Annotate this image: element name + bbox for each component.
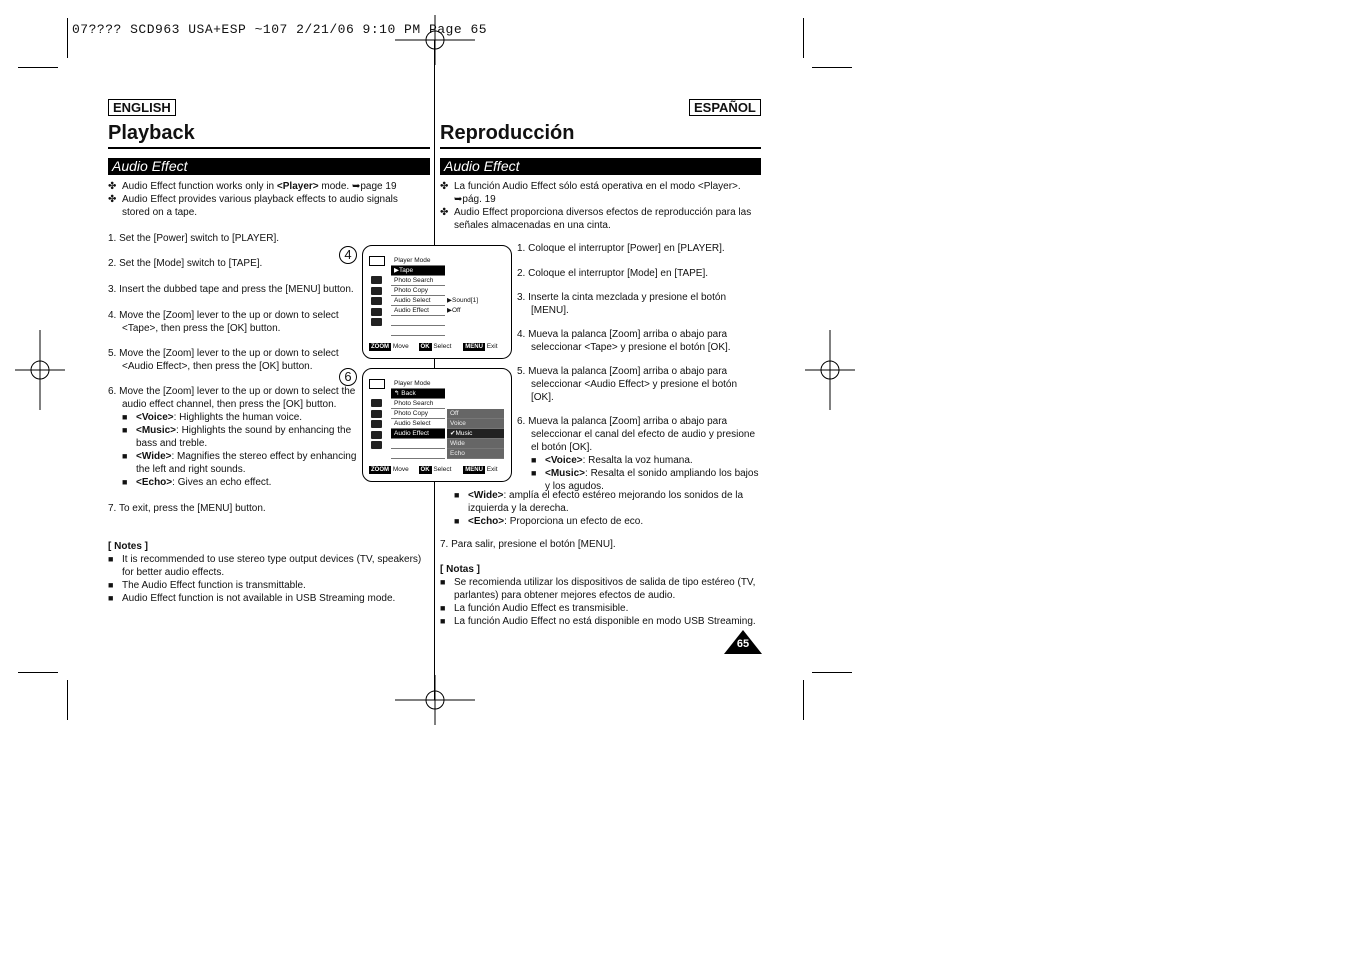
camera-icon xyxy=(371,287,382,295)
step-item: 6. Mueva la palanca [Zoom] arriba o abajo para seleccionar el canal del efecto de audio y presione el botón [OK]. xyxy=(517,416,756,453)
option-item[interactable]: Wide xyxy=(447,439,504,449)
settings-icon xyxy=(371,318,382,326)
intro-list-spanish xyxy=(440,180,755,232)
step-number-badge: 6 xyxy=(339,368,357,386)
tape-icon xyxy=(369,379,385,389)
side-value: ▶Sound[1] xyxy=(447,297,479,304)
language-label-spanish: ESPAÑOL xyxy=(689,99,761,116)
page-number: 65 xyxy=(736,638,750,650)
step-item: 7. To exit, press the [MENU] button. xyxy=(108,503,266,514)
menu-item-empty xyxy=(391,439,445,449)
tape-icon xyxy=(371,297,382,305)
notes-english xyxy=(108,540,428,605)
step-item: 3. Insert the dubbed tape and press the [MENU] button. xyxy=(108,284,354,295)
section-header-english: Audio Effect xyxy=(108,158,430,175)
print-header: 07???? SCD963 USA+ESP ~107 2/21/06 9:10 PM Page 65 xyxy=(72,22,488,37)
notes-title: [ Notas ] xyxy=(440,564,480,575)
intro-item: ✤ Audio Effect provides various playback effects to audio signals stored on a tape. xyxy=(108,194,398,218)
menu-side-values xyxy=(447,296,478,316)
note-item: ■ Audio Effect function is not available in USB Streaming mode. xyxy=(108,593,396,604)
note-item: ■ La función Audio Effect no está disponible en modo USB Streaming. xyxy=(440,616,756,627)
menu-item[interactable]: Photo Search xyxy=(391,399,445,409)
lcd-footer xyxy=(369,465,509,475)
lcd-screen-step4 xyxy=(362,245,512,359)
option-item[interactable]: Voice xyxy=(447,419,504,429)
menu-key: MENU xyxy=(465,344,483,350)
menu-item[interactable]: Audio Select xyxy=(391,419,445,429)
footer-label: Exit xyxy=(486,343,498,350)
option-item-selected[interactable]: ✔Music xyxy=(447,429,504,439)
note-item: ■ Se recomienda utilizar los dispositivos de salida de tipo estéreo (TV, parlantes) para obtener mejores efectos de audio. xyxy=(440,577,756,601)
zoom-key: ZOOM xyxy=(371,344,389,350)
footer-label: Select xyxy=(433,343,452,350)
menu-item-empty xyxy=(391,326,445,336)
step7-spanish: 7. Para salir, presione el botón [MENU]. xyxy=(440,539,616,550)
crop-mark xyxy=(812,672,852,673)
menu-item-audio-effect[interactable]: Audio Effect xyxy=(391,429,445,439)
menu-key: MENU xyxy=(465,467,483,473)
step-item: 4. Move the [Zoom] lever to the up or down to select <Tape>, then press the [OK] button. xyxy=(108,310,339,334)
steps-list-spanish xyxy=(517,242,759,493)
step-item: 4. Mueva la palanca [Zoom] arriba o abajo para seleccionar <Tape> y presione el botón [OK]. xyxy=(517,329,731,353)
step-item: 3. Inserte la cinta mezclada y presione el botón [MENU]. xyxy=(517,292,727,316)
note-item: ■ The Audio Effect function is transmittable. xyxy=(108,580,306,591)
effect-item: ■ <Music>: Highlights the sound by enhancing the bass and treble. xyxy=(122,425,352,449)
crop-mark xyxy=(803,18,804,58)
effects-list-english xyxy=(108,411,358,489)
footer-label: Exit xyxy=(486,466,498,473)
title-rule xyxy=(440,147,761,149)
option-item[interactable]: Echo xyxy=(447,449,504,459)
menu-list xyxy=(391,256,445,336)
crop-mark xyxy=(812,67,852,68)
lcd-screen-step6 xyxy=(362,368,512,482)
menu-title: Player Mode xyxy=(391,256,445,266)
settings-icon xyxy=(371,441,382,449)
crop-mark xyxy=(18,672,58,673)
zoom-key: ZOOM xyxy=(371,467,389,473)
ok-key: OK xyxy=(420,467,430,473)
footer-label: Move xyxy=(392,466,409,473)
audio-effect-options xyxy=(447,409,504,459)
step-item: 6. Move the [Zoom] lever to the up or down to select the audio effect channel, then press the [OK] button. xyxy=(108,386,356,410)
menu-item-empty xyxy=(391,449,445,459)
page-title-spanish: Reproducción xyxy=(440,122,575,144)
intro-item: ✤ Audio Effect function works only in <Player> mode. ➥page 19 xyxy=(108,181,397,192)
footer-label: Move xyxy=(392,343,409,350)
side-value: ▶Off xyxy=(447,307,461,314)
step-item: 1. Set the [Power] switch to [PLAYER]. xyxy=(108,233,280,244)
tape-icon xyxy=(371,420,382,428)
registration-target-icon xyxy=(800,330,860,410)
step-item: 5. Mueva la palanca [Zoom] arriba o abajo para seleccionar <Audio Effect> y presione el botón [OK]. xyxy=(517,366,738,403)
menu-icons xyxy=(371,399,382,452)
page-title-english: Playback xyxy=(108,122,195,144)
effect-item: ■ <Wide>: Magnifies the stereo effect by enhancing the left and right sounds. xyxy=(122,451,357,475)
step-item: 5. Move the [Zoom] lever to the up or down to select <Audio Effect>, then press the [OK] button. xyxy=(108,348,339,372)
ok-key: OK xyxy=(420,344,430,350)
menu-title: Player Mode xyxy=(391,379,445,389)
option-item[interactable]: Off xyxy=(447,409,504,419)
language-label-english: ENGLISH xyxy=(108,99,176,116)
crop-mark xyxy=(67,680,68,720)
photo-icon xyxy=(371,399,382,407)
intro-item: ✤ Audio Effect proporciona diversos efectos de reproducción para las señales almacenadas en una cinta. xyxy=(440,207,752,231)
menu-item-back[interactable]: ↰ Back xyxy=(391,389,445,399)
note-item: ■ La función Audio Effect es transmisible. xyxy=(440,603,629,614)
menu-item[interactable]: Photo Search xyxy=(391,276,445,286)
print-icon xyxy=(371,308,382,316)
notes-title: [ Notes ] xyxy=(108,541,148,552)
lcd-footer xyxy=(369,342,509,352)
registration-target-icon xyxy=(395,10,475,70)
step-item: 2. Set the [Mode] switch to [TAPE]. xyxy=(108,258,263,269)
section-header-spanish: Audio Effect xyxy=(440,158,761,175)
effect-item: ■ <Echo>: Proporciona un efecto de eco. xyxy=(454,516,644,527)
photo-icon xyxy=(371,276,382,284)
effects-list-spanish-a xyxy=(517,454,759,493)
effect-item: ■ <Voice>: Highlights the human voice. xyxy=(122,412,303,423)
menu-item[interactable]: Photo Copy xyxy=(391,409,445,419)
menu-item[interactable]: Audio Select xyxy=(391,296,445,306)
title-rule xyxy=(108,147,430,149)
menu-list xyxy=(391,379,445,459)
notes-spanish xyxy=(440,563,758,628)
intro-list-english xyxy=(108,180,428,219)
crop-mark xyxy=(803,680,804,720)
tape-icon xyxy=(369,256,385,266)
print-icon xyxy=(371,431,382,439)
step-item: 1. Coloque el interruptor [Power] en [PLAYER]. xyxy=(517,243,725,254)
step-item: 2. Coloque el interruptor [Mode] en [TAPE]. xyxy=(517,268,709,279)
footer-label: Select xyxy=(433,466,452,473)
step-number-badge: 4 xyxy=(339,246,357,264)
effect-item: ■ <Voice>: Resalta la voz humana. xyxy=(531,455,693,466)
menu-item[interactable]: Photo Copy xyxy=(391,286,445,296)
steps-list-english xyxy=(108,232,358,515)
effect-item: ■ <Wide>: amplía el efecto estéreo mejorando los sonidos de la izquierda y la derecha. xyxy=(454,490,744,514)
crop-mark xyxy=(67,18,68,58)
menu-item-tape[interactable]: ▶Tape xyxy=(391,266,445,276)
effect-item: ■ <Echo>: Gives an echo effect. xyxy=(122,477,272,488)
crop-mark xyxy=(18,67,58,68)
intro-item: ✤ La función Audio Effect sólo está operativa en el modo <Player>. ➥pág. 19 xyxy=(440,181,741,205)
menu-item[interactable]: Audio Effect xyxy=(391,306,445,316)
camera-icon xyxy=(371,410,382,418)
menu-item-empty xyxy=(391,316,445,326)
registration-target-icon xyxy=(10,330,70,410)
effects-list-spanish-b xyxy=(454,489,759,528)
effect-item: ■ <Music>: Resalta el sonido ampliando los bajos y los agudos. xyxy=(531,468,759,492)
menu-icons xyxy=(371,276,382,329)
registration-target-icon xyxy=(395,670,475,730)
note-item: ■ It is recommended to use stereo type output devices (TV, speakers) for better audio effects. xyxy=(108,554,422,578)
